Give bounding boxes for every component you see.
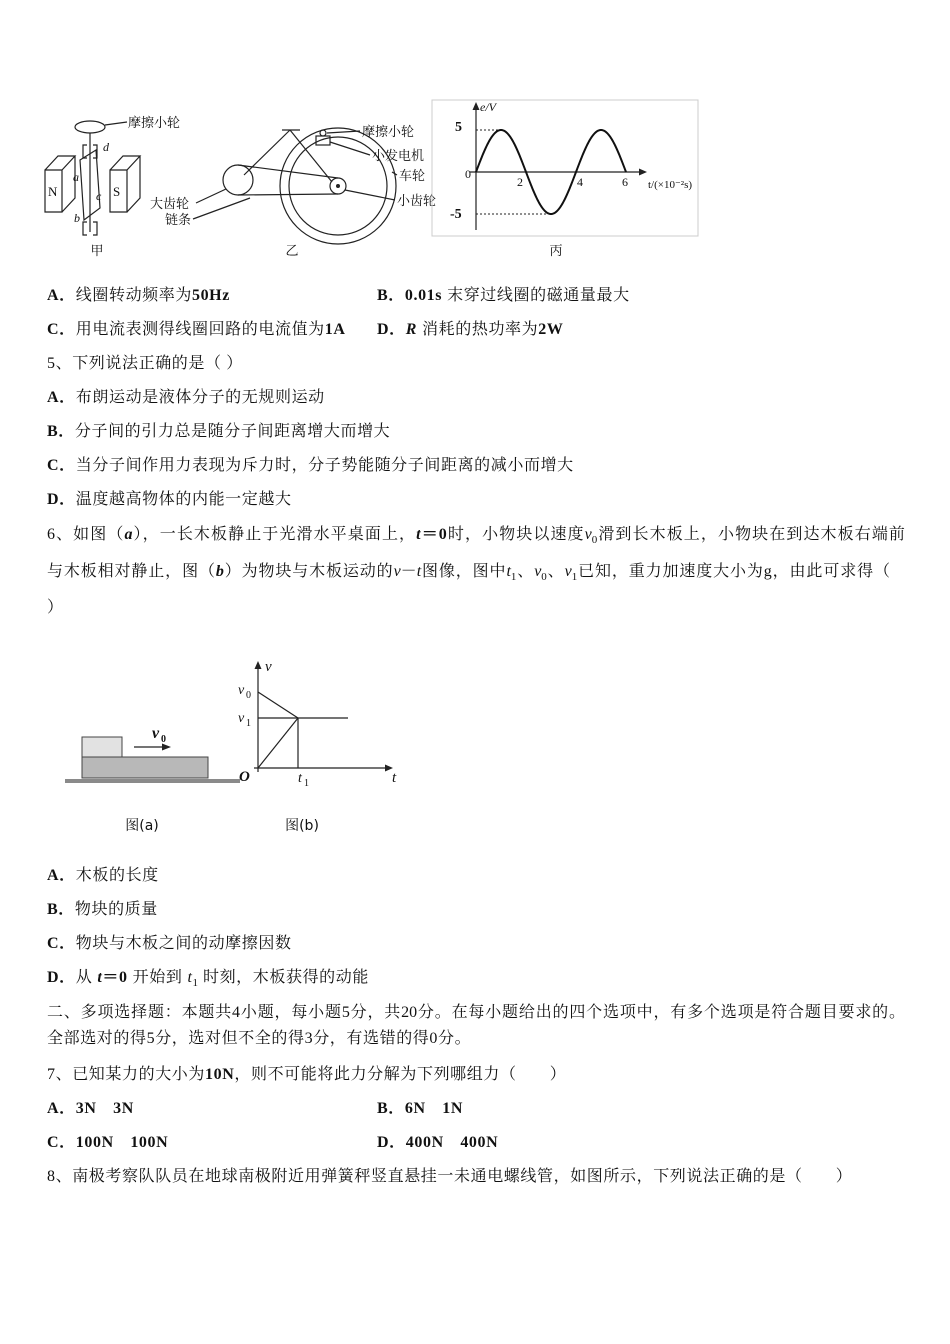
b-v-axis-label: v [265,659,272,675]
yi-big-gear-label: 大齿轮 [150,196,190,211]
stem-text: 6、如图（ [47,526,125,543]
q6-option-d [47,967,369,990]
option-text: 当分子间作用力表现为斥力时，分子势能随分子间距离的减小而增大 [75,457,574,474]
figure-yi-bicycle [145,115,435,260]
option-text: 末穿过线圈的磁通量最大 [447,287,630,304]
stem-text: 7、已知某力的大小为 [47,1066,206,1083]
option-letter: A． [47,287,76,304]
option-text: 从 [75,969,93,986]
q6-option-b [47,899,158,921]
jia-label-d: d [103,140,109,154]
q7-option-b [377,1098,463,1120]
option-text: 物块与木板之间的动摩擦因数 [75,935,292,952]
a-block [82,737,122,757]
yi-friction-wheel-label: 摩擦小轮 [362,124,415,139]
stem-symbol: t [416,526,421,543]
stem-symbol: v [534,563,542,580]
stem-symbol: b [215,563,224,580]
stem-subscript: 1 [571,571,578,583]
option-value: 100N 100N [75,1134,169,1151]
option-letter: B． [377,1100,405,1117]
option-subscript: 1 [192,977,198,989]
q7-stem [47,1064,566,1086]
yi-hub [336,184,340,188]
b-origin-label: O [239,769,250,785]
option-letter: A． [47,1100,76,1117]
option-value: 400N 400N [405,1134,499,1151]
option-text: 线圈转动频率为 [75,287,192,304]
option-value: 3N 3N [75,1100,134,1117]
jia-friction-wheel [75,121,105,133]
b-block-line [258,692,298,718]
option-letter: D． [47,969,76,986]
option-letter: C． [47,321,76,338]
jia-label-c: c [96,189,102,203]
q5-option-b [47,421,390,443]
option-value: 6N 1N [404,1100,463,1117]
figure-bing-emf-graph [430,98,700,263]
jia-label-a: a [73,170,79,184]
option-text: 开始到 [132,969,183,986]
q6-option-a [47,865,159,887]
option-letter: D． [377,321,406,338]
jia-pole-s: S [113,184,121,199]
option-text: 用电流表测得线圈回路的电流值为 [75,321,325,338]
stem-symbol: a [124,526,133,543]
yi-wheel-label: 车轮 [399,168,426,183]
jia-friction-wheel-leader [105,122,127,125]
option-value: 1A [324,321,346,338]
q6-option-c [47,933,292,955]
bing-x-tick-label: 4 [577,175,583,189]
stem-text: － [400,563,417,580]
option-letter: D． [47,491,76,508]
yi-big-gear-leader [196,189,226,203]
option-value: 0.01s [404,287,443,304]
q4-option-a [47,285,230,307]
option-text: 布朗运动是液体分子的无规则运动 [75,389,325,406]
option-value: 2W [538,321,564,338]
option-letter: A． [47,867,76,884]
q6-stem-line-3: ） [47,599,64,616]
jia-friction-wheel-label: 摩擦小轮 [128,115,181,130]
q5-option-a [47,387,325,409]
q7-option-d [377,1132,498,1154]
q6-stem-line-1 [47,524,905,547]
option-symbol: R [405,321,418,338]
a-velocity-symbol: v [152,725,160,742]
q5-option-d [47,489,292,511]
stem-text: 、 [516,563,535,580]
stem-symbol: v [564,563,572,580]
jia-label-b: b [74,211,80,225]
section-2-instructions-line-2: 全部选对的得5分，选对但不全的得3分，有选错的得0分。 [47,1030,472,1047]
option-letter: C． [47,1134,76,1151]
a-velocity-subscript: 0 [161,734,166,745]
b-v1-symbol: v [238,711,245,726]
b-caption: 图(b) [285,818,319,834]
yi-chain-bottom [238,194,338,195]
option-letter: C． [47,935,76,952]
stem-text: 图像，图中 [421,563,507,580]
yi-generator [316,136,330,145]
bing-y-axis-label: e/V [480,100,496,114]
option-letter: B． [47,901,75,918]
b-board-line [258,718,298,768]
q4-option-d [377,319,563,341]
section-2-instructions-line-1: 二、多项选择题：本题共4小题，每小题5分，共20分。在每小题给出的四个选项中，有多个选项是符合题目要求的。 [47,1004,905,1021]
b-t-axis-label: t [392,770,397,786]
q4-option-b [377,285,630,307]
stem-text: 滑到长木板上，小物块在到达木板右端前 [597,526,905,543]
stem-value: 10N [205,1066,235,1083]
bing-y-axis-arrow-icon [473,102,480,110]
stem-symbol: v [393,563,401,580]
stem-text: 与木板相对静止，图（ [47,563,216,580]
option-text: 木板的长度 [75,867,159,884]
q5-option-c [47,455,574,477]
q7-option-a [47,1098,134,1120]
yi-chain-label: 链条 [165,212,192,227]
yi-small-gear-label: 小齿轮 [397,193,437,208]
option-letter: D． [377,1134,406,1151]
stem-symbol: v [584,526,592,543]
yi-generator-label: 小发电机 [372,148,425,163]
bing-origin-label: 0 [465,167,471,181]
b-t1-subscript: 1 [304,778,309,789]
yi-friction-wheel-leader [327,131,360,133]
option-symbol: t [187,969,193,986]
stem-text: ），一长木板静止于光滑水平桌面上， [132,526,417,543]
bing-y-max-label: 5 [455,120,462,135]
stem-subscript: 0 [591,534,598,546]
option-text: 物块的质量 [74,901,158,918]
stem-symbol: t [416,563,422,580]
option-text: 消耗的热功率为 [422,321,539,338]
option-symbol: t [97,969,103,986]
figure-a-block-on-board [60,725,250,837]
option-letter: B． [47,423,75,440]
stem-symbol: t [506,563,511,580]
bing-x-axis-arrow-icon [639,169,647,176]
a-ground [65,779,240,783]
q5-stem: 5、下列说法正确的是（ ） [47,355,243,372]
bing-frame [432,100,698,236]
option-text: 温度越高物体的内能一定越大 [75,491,292,508]
stem-subscript: 0 [541,571,547,583]
q4-option-c [47,319,346,341]
b-t1-symbol: t [298,771,302,786]
stem-text: 时，小物块以速度 [446,526,585,543]
jia-caption: 甲 [90,244,104,259]
stem-text: ，则不可能将此力分解为下列哪组力（ ） [234,1066,567,1083]
stem-text: 已知，重力加速度大小为g，由此可求得（ [577,563,890,580]
option-value: 50Hz [191,287,230,304]
option-text: 分子间的引力总是随分子间距离增大而增大 [74,423,391,440]
option-letter: B． [377,287,405,304]
a-caption: 图(a) [125,818,159,834]
option-letter: C． [47,457,76,474]
yi-big-gear [223,165,253,195]
figure-b-vt-graph [235,655,405,837]
jia-pole-n: N [48,184,58,199]
option-text: 时刻，木板获得的动能 [202,969,369,986]
bing-x-tick-label: 2 [517,175,523,189]
yi-chain-leader [193,198,250,219]
yi-caption: 乙 [285,244,299,259]
b-v0-symbol: v [238,683,245,698]
bing-y-min-label: -5 [450,207,462,222]
yi-small-gear-leader [345,190,395,200]
stem-text: 、 [546,563,565,580]
stem-subscript: 1 [510,571,517,583]
bing-x-tick-label: 6 [622,175,628,189]
bing-caption: 丙 [549,244,563,259]
b-v0-subscript: 0 [246,690,251,701]
b-v-axis-arrow-icon [255,661,262,669]
stem-value: ＝0 [420,526,447,543]
option-letter: A． [47,389,76,406]
q7-option-c [47,1132,168,1154]
yi-friction-wheel [320,130,326,136]
q8-stem: 8、南极考察队队员在地球南极附近用弹簧秤竖直悬挂一未通电螺线管，如图所示，下列说法正确的是（ ） [47,1168,853,1185]
b-v1-subscript: 1 [246,718,251,729]
option-value: ＝0 [102,969,128,986]
a-board [82,757,208,778]
bing-x-axis-label: t/(×10⁻²s) [648,179,693,191]
q6-stem-line-2 [47,561,890,584]
stem-text: ）为物块与木板运动的 [223,563,394,580]
